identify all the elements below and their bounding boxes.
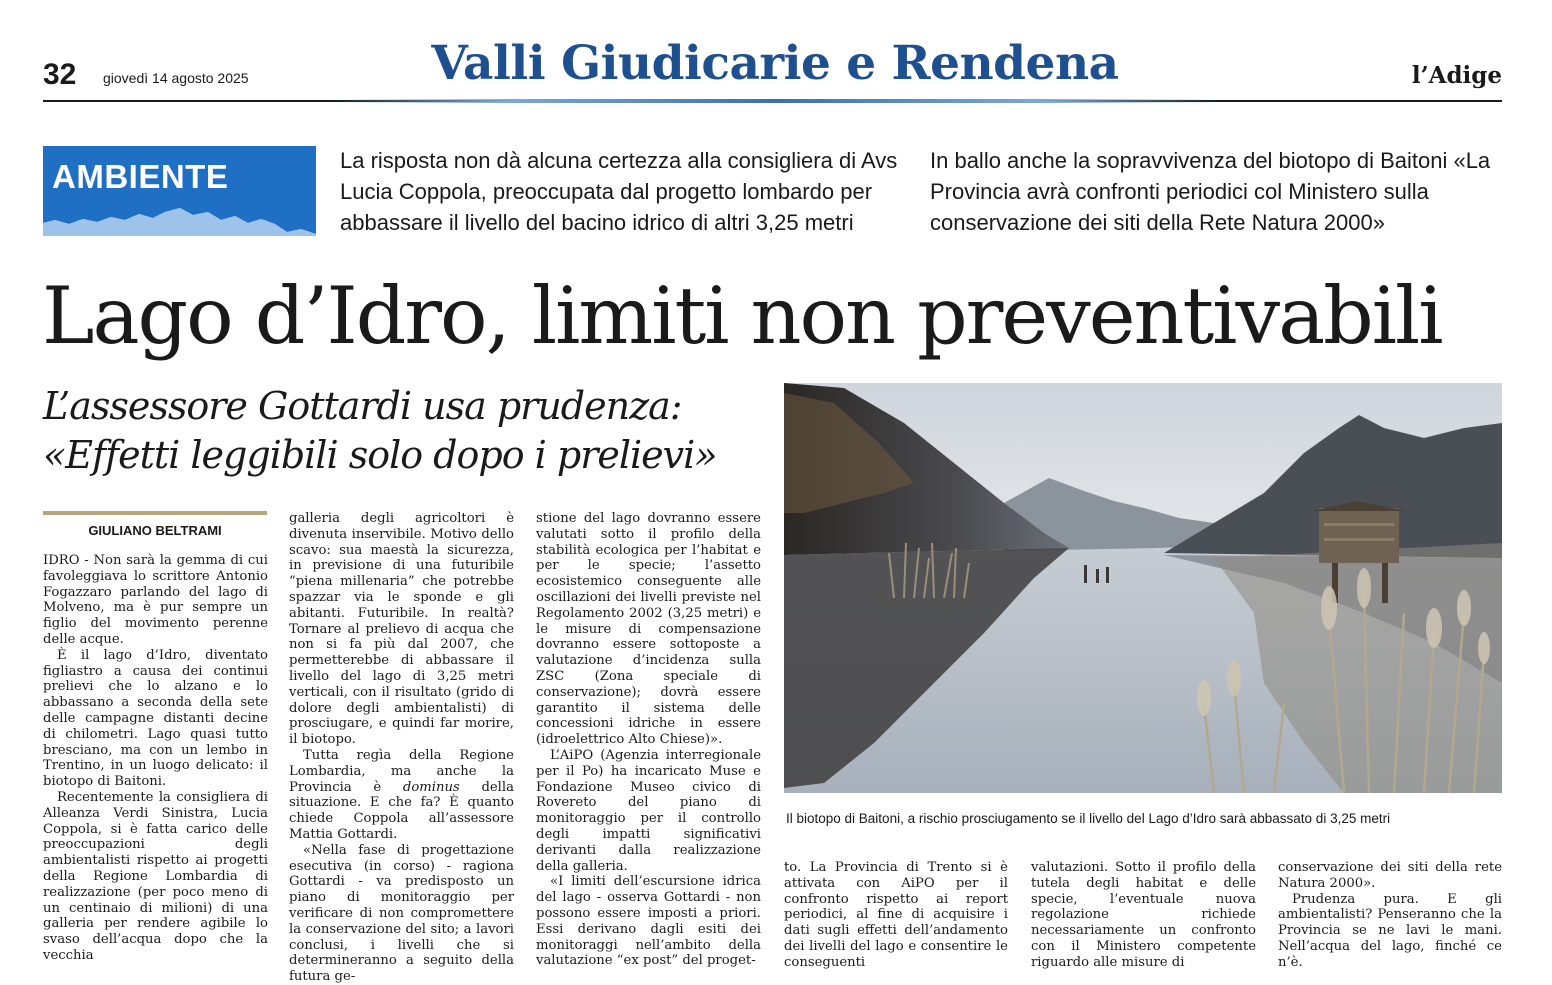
paragraph-text: Tutta regìa della Regione Lombardia, ma anche la Provincia è <box>289 747 514 795</box>
section-title: Valli Giudicarie e Rendena <box>431 36 1119 91</box>
subheadline: L’assessore Gottardi usa prudenza: «Effetti leggibili solo dopo i prelievi» <box>43 384 717 477</box>
deck-right: In ballo anche la sopravvivenza del biotopo di Baitoni «La Provincia avrà confronti periodici col Ministero sulla conservazione dei siti della Rete Natura 2000» <box>930 148 1491 235</box>
paragraph: to. La Provincia di Trento si è attivata con AiPO per il confronto rispetto ai report periodici, al fine di acquisire i dati sugli effetti dell’andamento dei livelli del lago e consentire le conseguenti <box>784 860 1008 970</box>
deck-left: La risposta non dà alcuna certezza alla consigliera di Avs Lucia Coppola, preoccupata dal progetto lombardo per abbassare il livello del bacino idrico di altri 3,25 metri <box>340 148 898 235</box>
paragraph: valutazioni. Sotto il profilo della tutela degli habitat e delle specie, l’eventuale nuova regolazione richiede necessariamente un confronto con il Ministero competente riguardo alle misure di <box>1031 860 1256 970</box>
paragraph-text: della situazione. E che fa? È quanto chiede Coppola all’assessore Mattia Gottardi. <box>289 779 514 842</box>
issue-date: giovedì 14 agosto 2025 <box>103 70 249 86</box>
lake-photo <box>784 383 1502 793</box>
article-column-6 <box>1278 860 1502 971</box>
article-column-4 <box>784 860 1008 971</box>
byline: GIULIANO BELTRAMI <box>88 523 222 538</box>
article-column-5 <box>1031 860 1256 971</box>
paragraph: «I limiti dell’escursione idrica del lago - osserva Gottardi - non possono essere imposti a priori. Essi derivano dagli esiti dei monitoraggi nell’ambito della valutazione “ex post” del proget- <box>536 874 761 969</box>
article-column-1 <box>43 553 268 964</box>
page-number: 32 <box>43 58 77 91</box>
photo-caption: Il biotopo di Baitoni, a rischio prosciugamento se il livello del Lago d’Idro sarà abbassato di 3,25 metri <box>786 811 1391 826</box>
paragraph: stione del lago dovranno essere valutati sotto il profilo della stabilità ecologica per l’habitat e per le specie; l’assetto ecosistemico conseguente alle oscillazioni dei livelli previste nel Regolamento 2002 (3,25 metri) e le misure di compensazione dovranno essere sottoposte a valutazione d’incidenza sulla ZSC (Zona speciale di conservazione); dovrà essere garantito il sistema delle concessioni idriche in essere (idroelettrico Alto Chiese)». <box>536 511 761 748</box>
paragraph: L’AiPO (Agenzia interregionale per il Po) ha incaricato Muse e Fondazione Museo civico di Rovereto del piano di monitoraggio per il controllo degli impatti significativi derivanti dalla realizzazione della galleria. <box>536 747 761 874</box>
paragraph: «Nella fase di progettazione esecutiva (in corso) - ragiona Gottardi - va predisposto un piano di monitoraggio per verificare di non compromettere la conservazione del sito; a lavori conclusi, i livelli che si determineranno a seguito della futura ge- <box>289 842 514 985</box>
article-column-3 <box>536 511 761 969</box>
article-column-2 <box>289 511 514 985</box>
byline-rule <box>43 511 267 515</box>
paragraph: conservazione dei siti della rete Natura 2000». <box>1278 860 1502 891</box>
paragraph: Prudenza pura. E gli ambientalisti? Penseranno che la Provincia se ne lavi le mani. Nell’acqua del lago, finché ce n’è. <box>1278 891 1502 970</box>
headline: Lago d’Idro, limiti non preventivabili <box>42 270 1442 362</box>
kicker-label: AMBIENTE <box>52 158 229 195</box>
paragraph: È il lago d’Idro, diventato figliastro a causa dei continui prelievi che lo alzano e lo abbassano a seconda della sete delle campagne distanti decine di chilometri. Lago quasi tutto bresciano, ma con un lembo in Trentino, in un luogo delicato: il biotopo di Baitoni. <box>43 647 268 790</box>
paragraph: galleria degli agricoltori è divenuta inservibile. Motivo dello scavo: sua maestà la sicurezza, in previsione di una futuribile “piena millenaria” che potrebbe spazzar via le sponde e gli abitanti. Futuribile. In realtà? Tornare al prelievo di acqua che non si fa più dal 2007, che permetterebbe di abbassare il livello del lago di 3,25 metri verticali, con il risultato (grido di dolore degli ambientalisti) di prosciugare, e quindi far morire, il biotopo. <box>289 511 514 748</box>
paragraph: Recentemente la consigliera di Alleanza Verdi Sinistra, Lucia Coppola, si è fatta carico delle preoccupazioni degli ambientalisti rispetto ai progetti della Regione Lombardia di realizzazione (per poco meno di un centinaio di milioni) di una galleria per rendere agibile lo svaso dell’acqua dopo che la vecchia <box>43 789 268 963</box>
newspaper-masthead: l’Adige <box>1411 62 1502 89</box>
italic-term: dominus <box>402 779 460 795</box>
header-accent-rule <box>330 99 1220 103</box>
paragraph: IDRO - Non sarà la gemma di cui favoleggiava lo scrittore Antonio Fogazzaro parlando del lago di Molveno, ma è pur sempre un figlio del movimento perenne delle acque. <box>43 553 268 647</box>
paragraph <box>289 748 514 843</box>
